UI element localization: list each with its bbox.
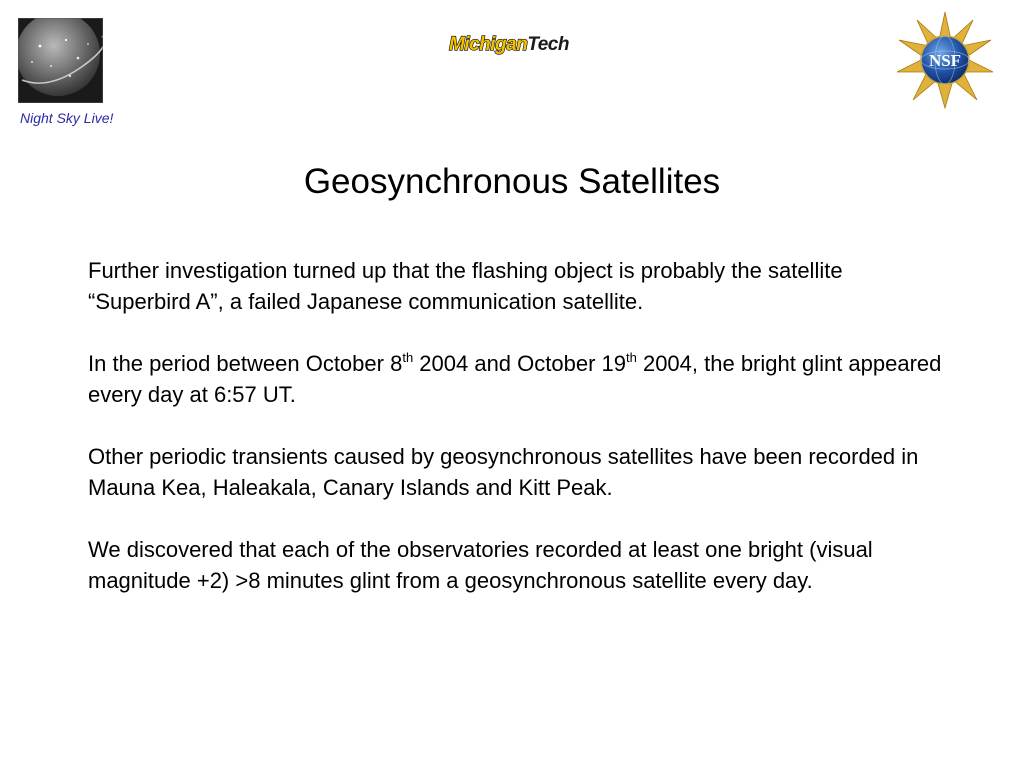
paragraph-superbird: Further investigation turned up that the flashing object is probably the satellite “Superbird A”, a failed Japanese communication satellite. bbox=[88, 258, 843, 314]
night-sky-photo-icon bbox=[18, 18, 103, 103]
paragraph-discovery: We discovered that each of the observatories recorded at least one bright (visual magnitude +2) >8 minutes glint from a geosynchronous satellite every day. bbox=[88, 537, 873, 593]
slide-title: Geosynchronous Satellites bbox=[303, 162, 721, 201]
nsf-logo-text: NSF bbox=[928, 51, 962, 70]
paragraph-observatories: Other periodic transients caused by geosynchronous satellites have been recorded in Mauna Kea, Haleakala, Canary Islands and Kitt Peak. bbox=[88, 444, 919, 500]
logo-text-michigan: Michigan bbox=[449, 34, 528, 55]
ordinal-suffix: th bbox=[402, 350, 414, 365]
ordinal-suffix: th bbox=[626, 350, 637, 365]
michigan-tech-logo bbox=[449, 33, 569, 57]
nsf-star-logo-icon bbox=[895, 10, 995, 110]
slide-body bbox=[88, 255, 948, 627]
glint-text-part3: 2004, the bright glint appeared every day at 6:57 UT. bbox=[88, 351, 942, 407]
paragraph-glint-period bbox=[88, 348, 948, 410]
logo-text-tech: Tech bbox=[527, 34, 569, 55]
thumbnail-caption: Night Sky Live! bbox=[20, 110, 114, 126]
glint-text-part1: In the period between October 8 bbox=[88, 351, 403, 376]
glint-text-part2: 2004 and October 19 bbox=[413, 351, 626, 376]
